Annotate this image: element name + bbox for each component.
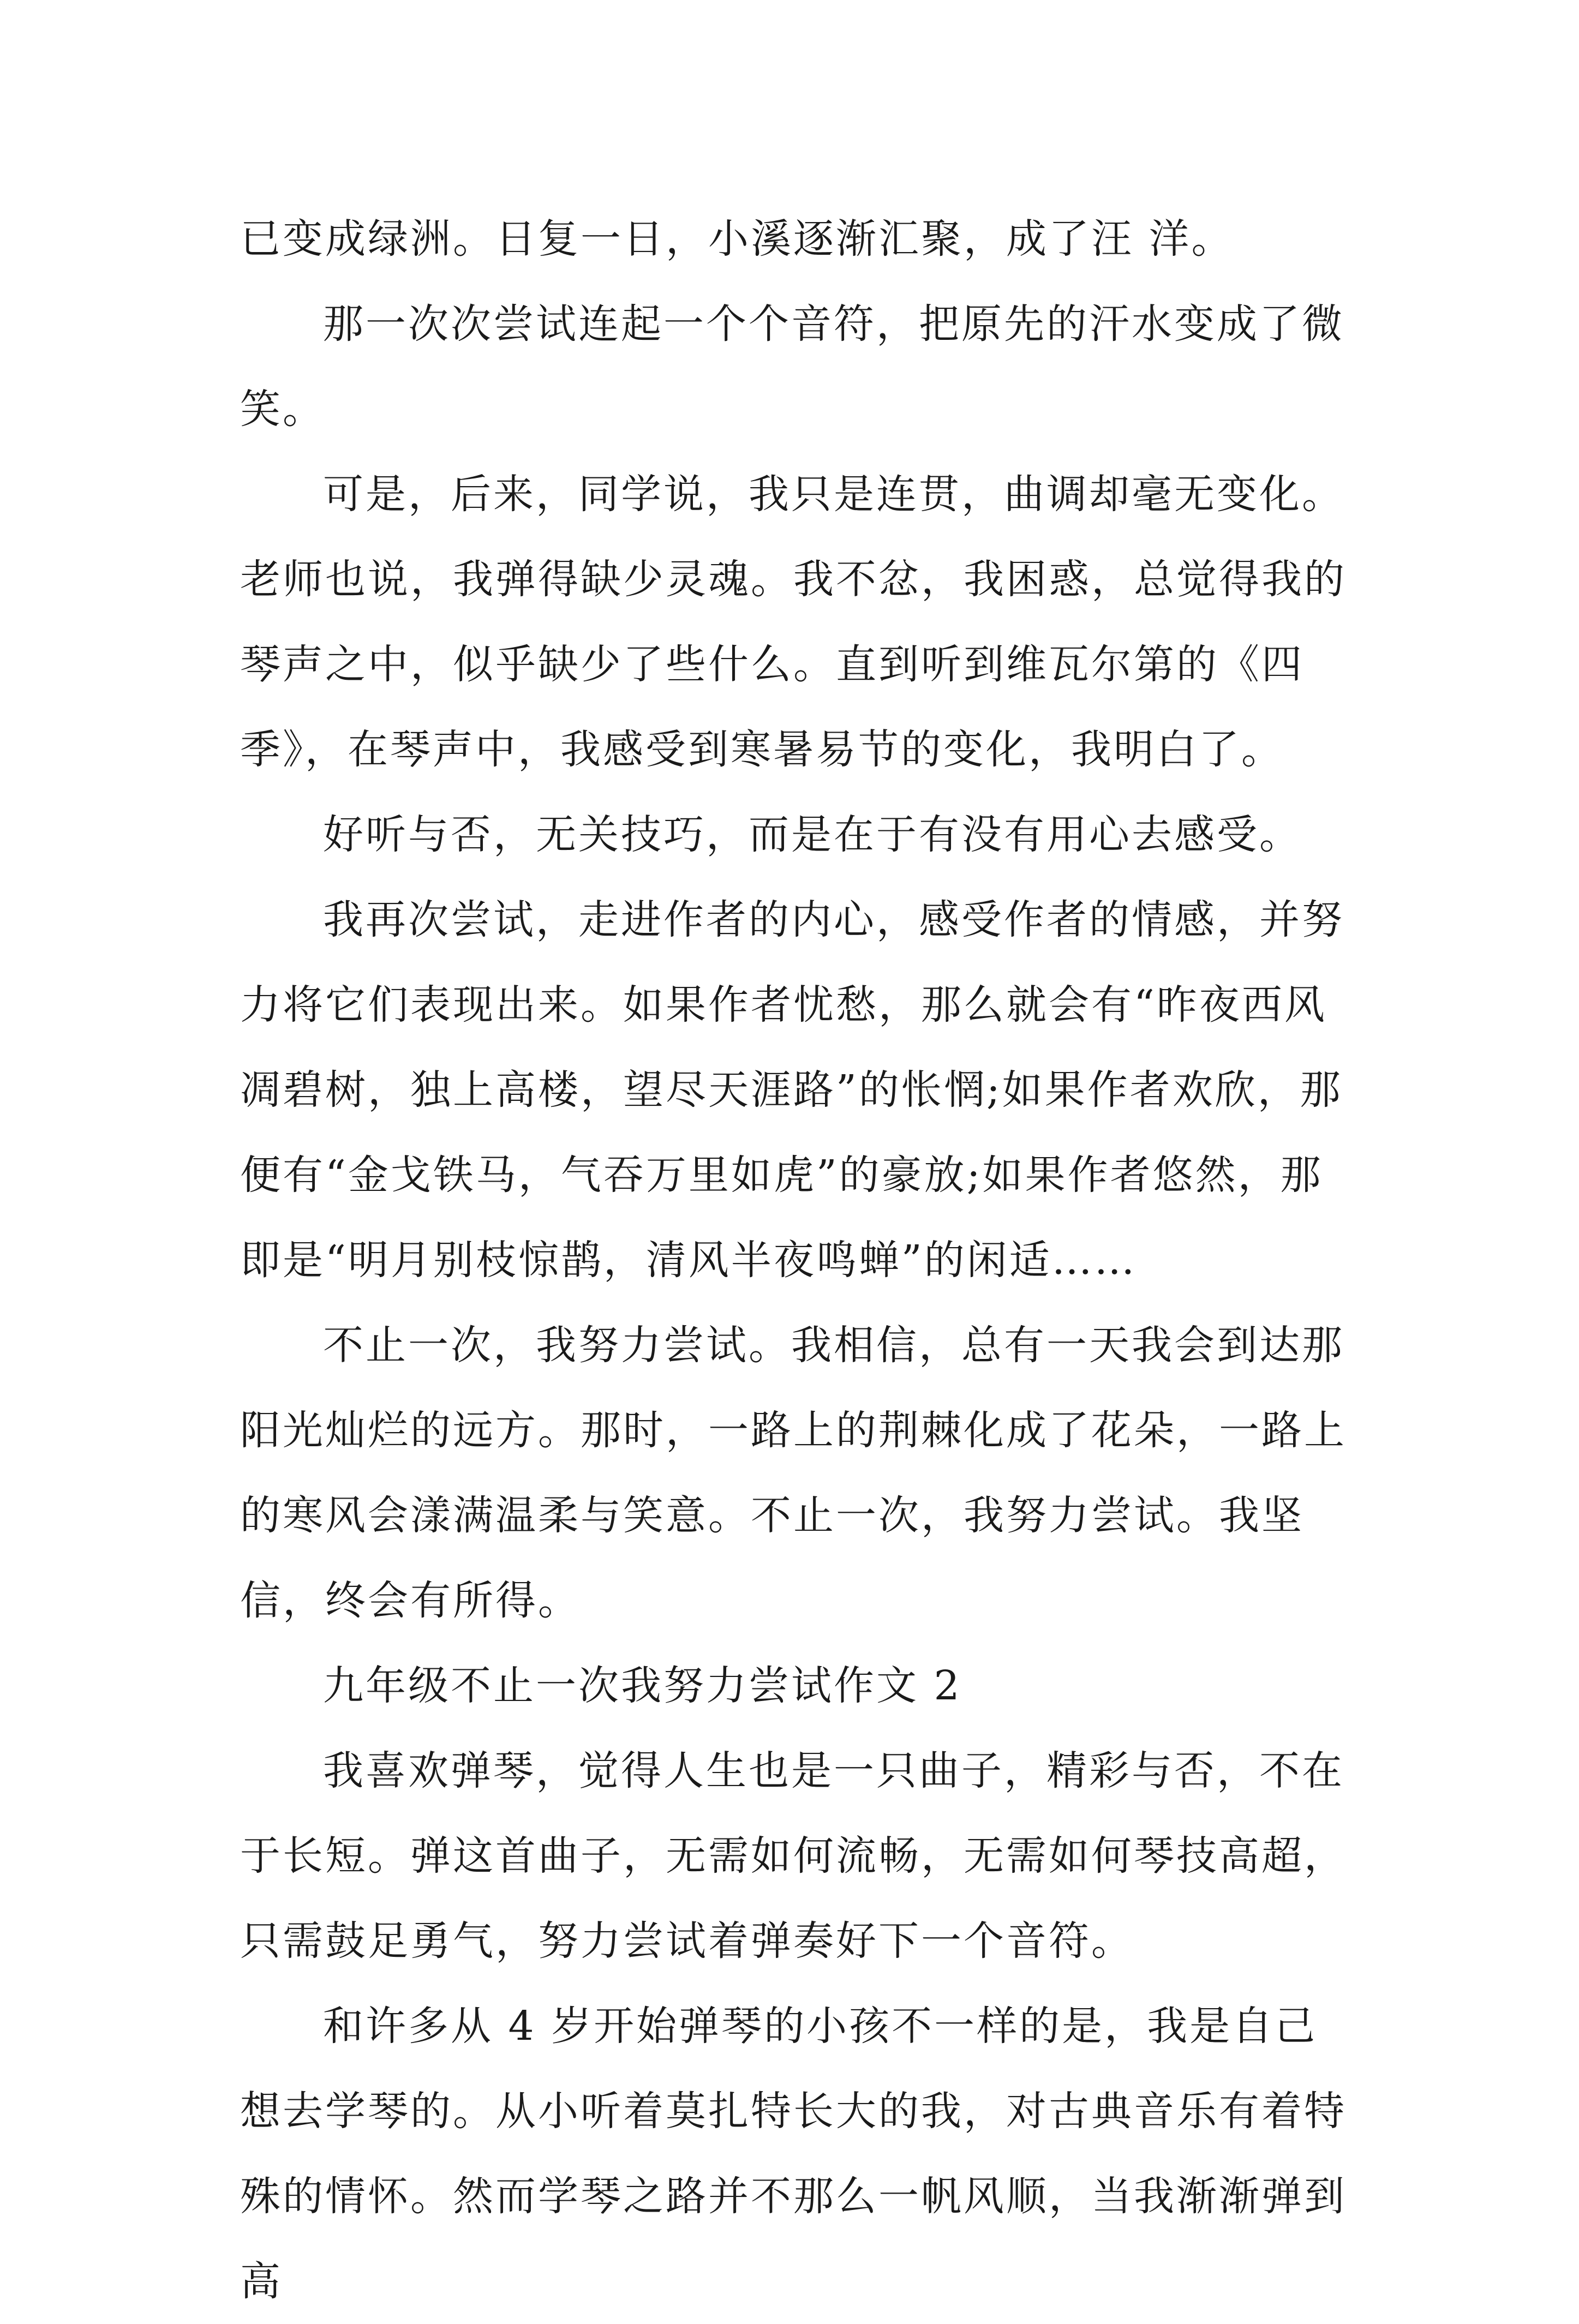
paragraph-6: 不止一次，我努力尝试。我相信，总有一天我会到达那阳光灿烂的远方。那时，一路上的荆棘化成了花朵，一路上的寒风会漾满温柔与笑意。不止一次，我努力尝试。我坚信，终会有所得。 bbox=[240, 1322, 1347, 1624]
paragraph-3: 可是，后来，同学说，我只是连贯，曲调却毫无变化。老师也说，我弹得缺少灵魂。我不忿，我困惑，总觉得我的琴声之中，似乎缺少了些什么。直到听到维瓦尔第的《四季》，在琴声中，我感受到寒暑易节的变化，我明白了。 bbox=[240, 471, 1347, 773]
section-heading: 九年级不止一次我努力尝试作文 2 bbox=[323, 1662, 962, 1709]
paragraph-2: 那一次次尝试连起一个个音符，把原先的汗水变成了微笑。 bbox=[240, 301, 1344, 433]
document-body bbox=[240, 196, 1353, 2324]
paragraph-5: 我再次尝试，走进作者的内心，感受作者的情感，并努力将它们表现出来。如果作者忧愁，那么就会有“昨夜西风凋碧树，独上高楼，望尽天涯路”的怅惘;如果作者欢欣，那便有“金戈铁马，气吞万里如虎”的豪放;如果作者悠然，那即是“明月别枝惊鹊，清风半夜鸣蝉”的闲适…… bbox=[240, 896, 1344, 1284]
paragraph-8: 和许多从 4 岁开始弹琴的小孩不一样的是，我是自己想去学琴的。从小听着莫扎特长大的我，对古典音乐有着特殊的情怀。然而学琴之路并不那么一帆风顺，当我渐渐弹到高 bbox=[240, 2003, 1347, 2305]
paragraph-1: 已变成绿洲。日复一日，小溪逐渐汇聚，成了汪 洋。 bbox=[240, 215, 1234, 262]
paragraph-7: 我喜欢弹琴，觉得人生也是一只曲子，精彩与否，不在于长短。弹这首曲子，无需如何流畅，无需如何琴技高超，只需鼓足勇气，努力尝试着弹奏好下一个音符。 bbox=[240, 1747, 1347, 1964]
paragraph-4: 好听与否，无关技巧，而是在于有没有用心去感受。 bbox=[323, 811, 1302, 858]
